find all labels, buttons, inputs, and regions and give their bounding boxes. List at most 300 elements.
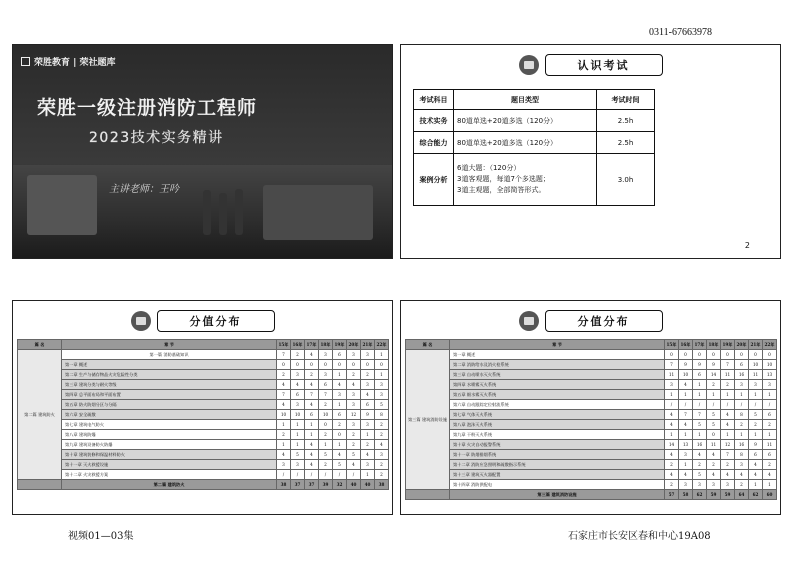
score-cell: 0 xyxy=(707,350,721,360)
score-cell: 4 xyxy=(707,450,721,460)
score-cell: 5 xyxy=(333,460,347,470)
score-cell: 6 xyxy=(735,360,749,370)
table-row xyxy=(406,350,777,360)
score-cell: 4 xyxy=(721,420,735,430)
column-header: 章 节 xyxy=(450,340,665,350)
score-cell: 1 xyxy=(763,430,777,440)
table-row xyxy=(18,390,389,400)
score-cell: 14 xyxy=(665,440,679,450)
score-cell: 3 xyxy=(319,370,333,380)
score-cell: 1 xyxy=(749,390,763,400)
camera-icon xyxy=(519,311,539,331)
chapter-cell: 第十章 火灾自动报警系统 xyxy=(450,440,665,450)
score-cell: 0 xyxy=(319,360,333,370)
score-cell: 3 xyxy=(291,370,305,380)
total-score-cell: 57 xyxy=(665,490,679,500)
score-cell: 7 xyxy=(277,350,291,360)
score-cell: 2 xyxy=(749,420,763,430)
score-cell: 2 xyxy=(735,420,749,430)
chapter-cell: 第七章 气体灭火系统 xyxy=(450,410,665,420)
table-row xyxy=(18,460,389,470)
score-cell: 2 xyxy=(361,440,375,450)
score-cell: 3 xyxy=(361,350,375,360)
score-cell: / xyxy=(763,400,777,410)
score-cell: 2 xyxy=(665,480,679,490)
score-cell: 4 xyxy=(305,380,319,390)
score-cell: 3 xyxy=(763,380,777,390)
table-header-row xyxy=(414,90,655,110)
score-cell: 11 xyxy=(749,370,763,380)
score-cell: 2 xyxy=(763,460,777,470)
score-cell: 1 xyxy=(679,390,693,400)
score-cell: 2 xyxy=(277,370,291,380)
score-cell: / xyxy=(319,470,333,480)
score-cell: 2 xyxy=(361,370,375,380)
score-cell: 12 xyxy=(347,410,361,420)
score-cell: 9 xyxy=(707,360,721,370)
camera-icon xyxy=(131,311,151,331)
score-cell: 4 xyxy=(721,470,735,480)
logo-mark-icon xyxy=(21,57,30,66)
score-cell: 8 xyxy=(375,410,389,420)
score-cell: 7 xyxy=(305,390,319,400)
score-cell: 5 xyxy=(707,410,721,420)
score-cell: 16 xyxy=(735,370,749,380)
score-cell: 3 xyxy=(319,350,333,360)
score-cell: 7 xyxy=(693,410,707,420)
chapter-cell: 第十二章 消防应急照明和疏散指示系统 xyxy=(450,460,665,470)
score-cell: 4 xyxy=(679,420,693,430)
column-header: 19年 xyxy=(333,340,347,350)
section-title: 分值分布 xyxy=(545,310,663,332)
score-cell: 13 xyxy=(763,370,777,380)
score-cell: 11 xyxy=(707,440,721,450)
table-row xyxy=(18,360,389,370)
total-score-cell: 32 xyxy=(333,480,347,490)
score-distribution-slide-fire-protection xyxy=(12,300,393,515)
subject-cell: 综合能力 xyxy=(414,132,454,154)
chapter-cell: 第四章 水喷雾灭火系统 xyxy=(450,380,665,390)
score-cell: 5 xyxy=(319,450,333,460)
score-cell: 2 xyxy=(375,420,389,430)
chapter-cell: 第六章 自动跟踪定位射流系统 xyxy=(450,400,665,410)
score-cell: 2 xyxy=(375,430,389,440)
total-score-cell: 59 xyxy=(721,490,735,500)
score-cell: 5 xyxy=(749,410,763,420)
table-row xyxy=(406,400,777,410)
score-cell: / xyxy=(305,470,319,480)
total-row xyxy=(18,480,389,490)
column-header: 篇 名 xyxy=(406,340,450,350)
table-row xyxy=(18,450,389,460)
total-score-cell: 37 xyxy=(291,480,305,490)
total-score-cell: 37 xyxy=(305,480,319,490)
score-cell: 4 xyxy=(693,450,707,460)
score-cell: 4 xyxy=(679,470,693,480)
phone-number: 0311-67663978 xyxy=(649,27,712,38)
score-cell: 6 xyxy=(693,370,707,380)
score-cell: 2 xyxy=(291,350,305,360)
total-blank xyxy=(406,490,450,500)
score-cell: / xyxy=(707,400,721,410)
table-row xyxy=(406,440,777,450)
score-cell: 4 xyxy=(749,470,763,480)
score-cell: 2 xyxy=(375,460,389,470)
score-cell: 4 xyxy=(665,420,679,430)
firefighter-shape xyxy=(235,189,243,235)
table-row xyxy=(18,400,389,410)
score-cell: 0 xyxy=(305,360,319,370)
score-cell: 12 xyxy=(721,440,735,450)
score-cell: 1 xyxy=(693,390,707,400)
chapter-cell: 第一章 概述 xyxy=(450,350,665,360)
score-cell: 1 xyxy=(277,420,291,430)
table-row xyxy=(18,370,389,380)
score-cell: 1 xyxy=(361,470,375,480)
column-header: 章 节 xyxy=(62,340,277,350)
score-cell: 2 xyxy=(277,430,291,440)
section-header xyxy=(13,309,392,333)
score-cell: 0 xyxy=(319,420,333,430)
table-row xyxy=(18,350,389,360)
score-cell: / xyxy=(277,470,291,480)
table-row xyxy=(18,470,389,480)
chapter-cell: 第三章 建筑分类与耐火等级 xyxy=(62,380,277,390)
score-cell: / xyxy=(721,400,735,410)
subject-cell: 案例分析 xyxy=(414,154,454,206)
exam-intro-slide xyxy=(400,44,781,259)
score-cell: 0 xyxy=(665,350,679,360)
score-cell: 9 xyxy=(693,360,707,370)
score-cell: 3 xyxy=(749,380,763,390)
score-cell: 2 xyxy=(375,470,389,480)
column-header: 15年 xyxy=(277,340,291,350)
total-score-cell: 60 xyxy=(763,490,777,500)
score-cell: 1 xyxy=(333,440,347,450)
score-cell: / xyxy=(333,470,347,480)
column-header: 16年 xyxy=(679,340,693,350)
brand-logo xyxy=(21,55,116,68)
score-cell: 0 xyxy=(333,430,347,440)
table-row xyxy=(414,154,655,206)
table-body xyxy=(18,350,389,490)
chapter-cell: 第十章 建筑装修和保温材料防火 xyxy=(62,450,277,460)
score-cell: 3 xyxy=(375,450,389,460)
score-cell: 0 xyxy=(347,360,361,370)
subject-cell: 技术实务 xyxy=(414,110,454,132)
score-cell: 5 xyxy=(347,450,361,460)
score-cell: 2 xyxy=(333,420,347,430)
score-distribution-slide-facilities xyxy=(400,300,781,515)
firefighter-shape xyxy=(203,190,211,235)
score-cell: 10 xyxy=(763,360,777,370)
time-cell: 2.5h xyxy=(597,110,655,132)
cover-slide xyxy=(12,44,393,259)
table-row xyxy=(406,420,777,430)
score-cell: 0 xyxy=(291,360,305,370)
score-cell: 2 xyxy=(721,460,735,470)
score-cell: 2 xyxy=(693,460,707,470)
score-cell: 0 xyxy=(735,350,749,360)
section-header xyxy=(401,309,780,333)
column-header: 16年 xyxy=(291,340,305,350)
score-cell: 10 xyxy=(277,410,291,420)
table-row xyxy=(18,420,389,430)
score-cell: 4 xyxy=(735,470,749,480)
score-cell: 3 xyxy=(679,450,693,460)
score-cell: 4 xyxy=(305,440,319,450)
truck-shape xyxy=(27,175,97,235)
table-row xyxy=(406,390,777,400)
score-cell: 4 xyxy=(347,460,361,470)
score-cell: 0 xyxy=(277,360,291,370)
score-cell: 1 xyxy=(319,440,333,450)
score-cell: 10 xyxy=(319,410,333,420)
chapter-cell: 第一章 概述 xyxy=(62,360,277,370)
score-cell: 1 xyxy=(679,430,693,440)
score-cell: 1 xyxy=(749,430,763,440)
score-cell: 1 xyxy=(735,430,749,440)
cover-teacher: 主讲老师：王吟 xyxy=(109,184,179,195)
table-body xyxy=(406,350,777,500)
score-cell: 11 xyxy=(665,370,679,380)
score-cell: 3 xyxy=(693,480,707,490)
type-cell: 80道单选+20道多选（120分） xyxy=(454,110,597,132)
score-cell: 1 xyxy=(763,480,777,490)
total-score-cell: 38 xyxy=(277,480,291,490)
score-cell: / xyxy=(693,400,707,410)
score-cell: / xyxy=(291,470,305,480)
score-cell: 3 xyxy=(375,390,389,400)
table-row xyxy=(414,132,655,154)
score-cell: / xyxy=(679,400,693,410)
score-cell: 1 xyxy=(291,430,305,440)
total-score-cell: 39 xyxy=(319,480,333,490)
table-row xyxy=(414,110,655,132)
chapter-cell: 第二章 生产与储存物品火灾危险性分类 xyxy=(62,370,277,380)
score-cell: 0 xyxy=(749,350,763,360)
score-cell: 6 xyxy=(291,390,305,400)
score-cell: 2 xyxy=(347,370,361,380)
score-cell: 1 xyxy=(693,380,707,390)
score-cell: 2 xyxy=(763,420,777,430)
chapter-cell: 第二章 消防给水及消火栓系统 xyxy=(450,360,665,370)
column-header: 19年 xyxy=(721,340,735,350)
firefighter-shape xyxy=(219,193,227,235)
score-cell: 1 xyxy=(679,460,693,470)
score-cell: 1 xyxy=(375,370,389,380)
score-cell: 1 xyxy=(333,370,347,380)
score-cell: 1 xyxy=(333,400,347,410)
score-cell: 6 xyxy=(361,400,375,410)
score-cell: 7 xyxy=(319,390,333,400)
score-cell: 1 xyxy=(749,480,763,490)
score-cell: 1 xyxy=(721,430,735,440)
table-header-row xyxy=(406,340,777,350)
score-cell: 1 xyxy=(277,440,291,450)
score-cell: 0 xyxy=(763,350,777,360)
score-cell: 1 xyxy=(291,440,305,450)
score-cell: 6 xyxy=(763,450,777,460)
score-cell: 9 xyxy=(361,410,375,420)
type-line: 6道大题：（120分） xyxy=(457,164,521,172)
slide-page-number: 2 xyxy=(744,241,750,250)
score-cell: 3 xyxy=(277,460,291,470)
score-cell: 5 xyxy=(291,450,305,460)
score-cell: 4 xyxy=(679,380,693,390)
score-cell: 3 xyxy=(679,480,693,490)
score-cell: 3 xyxy=(333,390,347,400)
score-cell: 4 xyxy=(763,470,777,480)
score-cell: 0 xyxy=(333,360,347,370)
type-cell xyxy=(454,154,597,206)
chapter-cell: 第五章 防火防烟分区与分隔 xyxy=(62,400,277,410)
table-row xyxy=(18,440,389,450)
table-head xyxy=(406,340,777,350)
score-cell: 2 xyxy=(319,400,333,410)
total-score-cell: 40 xyxy=(347,480,361,490)
table-row xyxy=(406,370,777,380)
part-cell: 第三篇 建筑消防设施 xyxy=(406,350,450,490)
score-cell: 7 xyxy=(721,450,735,460)
table-row xyxy=(18,430,389,440)
time-cell: 3.0h xyxy=(597,154,655,206)
score-cell: 3 xyxy=(375,380,389,390)
column-header: 题目类型 xyxy=(454,90,597,110)
score-cell: 11 xyxy=(721,370,735,380)
chapter-cell: 第七章 建筑电气防火 xyxy=(62,420,277,430)
score-cell: 7 xyxy=(679,410,693,420)
chapter-cell: 第八章 泡沫灭火系统 xyxy=(450,420,665,430)
type-cell: 80道单选+20道多选（120分） xyxy=(454,132,597,154)
table-row xyxy=(406,430,777,440)
exam-table xyxy=(413,89,655,206)
score-cell: 1 xyxy=(707,390,721,400)
chapter-cell: 第八章 建筑防爆 xyxy=(62,430,277,440)
score-cell: 4 xyxy=(375,440,389,450)
score-cell: 1 xyxy=(735,390,749,400)
score-cell: 2 xyxy=(319,430,333,440)
score-cell: 4 xyxy=(749,460,763,470)
score-cell: 3 xyxy=(721,480,735,490)
score-cell: 4 xyxy=(347,380,361,390)
score-cell: 11 xyxy=(763,440,777,450)
chapter-cell: 第九章 干粉灭火系统 xyxy=(450,430,665,440)
score-cell: 0 xyxy=(721,350,735,360)
table-row xyxy=(406,380,777,390)
score-cell: 2 xyxy=(305,370,319,380)
column-header: 22年 xyxy=(375,340,389,350)
column-header: 20年 xyxy=(347,340,361,350)
chapter-cell: 第十四章 消防供配电 xyxy=(450,480,665,490)
table-row xyxy=(406,460,777,470)
score-cell: 4 xyxy=(665,470,679,480)
score-cell: 6 xyxy=(305,410,319,420)
score-cell: 9 xyxy=(679,360,693,370)
chapter-cell: 第十一章 防烟排烟系统 xyxy=(450,450,665,460)
score-cell: / xyxy=(665,400,679,410)
score-table xyxy=(405,339,777,500)
score-cell: 4 xyxy=(277,380,291,390)
score-cell: 4 xyxy=(277,450,291,460)
score-cell: 0 xyxy=(375,360,389,370)
score-cell: 5 xyxy=(693,470,707,480)
fire-truck-photo xyxy=(13,165,393,259)
column-header: 17年 xyxy=(305,340,319,350)
score-cell: 1 xyxy=(693,430,707,440)
score-table xyxy=(17,339,389,490)
score-cell: 14 xyxy=(707,370,721,380)
table-header-row xyxy=(18,340,389,350)
score-cell: 4 xyxy=(665,450,679,460)
score-cell: 4 xyxy=(305,460,319,470)
type-line: 3道主观题，全部简答形式。 xyxy=(457,186,546,194)
score-cell: 2 xyxy=(707,380,721,390)
total-score-cell: 59 xyxy=(707,490,721,500)
score-cell: 4 xyxy=(305,400,319,410)
total-score-cell: 64 xyxy=(735,490,749,500)
table-row xyxy=(18,410,389,420)
column-header: 21年 xyxy=(361,340,375,350)
score-cell: 6 xyxy=(319,380,333,390)
score-cell: 13 xyxy=(679,440,693,450)
score-cell: 6 xyxy=(749,450,763,460)
table-row xyxy=(406,410,777,420)
chapter-cell: 第九章 建筑设备防火防爆 xyxy=(62,440,277,450)
score-cell: 2 xyxy=(319,460,333,470)
score-cell: 4 xyxy=(721,410,735,420)
camera-icon xyxy=(519,55,539,75)
score-cell: 3 xyxy=(291,400,305,410)
score-cell: 10 xyxy=(291,410,305,420)
score-cell: 4 xyxy=(333,380,347,390)
score-cell: / xyxy=(735,400,749,410)
score-cell: 4 xyxy=(305,350,319,360)
chapter-cell: 第十二章 火灾救援方案 xyxy=(62,470,277,480)
time-cell: 2.5h xyxy=(597,132,655,154)
score-cell: 7 xyxy=(277,390,291,400)
column-header: 18年 xyxy=(319,340,333,350)
footer-video-range: 视频01—03集 xyxy=(68,531,134,542)
score-cell: 5 xyxy=(707,420,721,430)
score-cell: 4 xyxy=(333,450,347,460)
score-cell: 0 xyxy=(361,360,375,370)
score-cell: 3 xyxy=(347,350,361,360)
score-cell: 1 xyxy=(763,390,777,400)
score-cell: 3 xyxy=(347,420,361,430)
score-cell: 4 xyxy=(361,450,375,460)
table-row xyxy=(18,380,389,390)
chapter-cell: 第四章 总平面布局和平面布置 xyxy=(62,390,277,400)
score-cell: 0 xyxy=(693,350,707,360)
score-cell: / xyxy=(347,470,361,480)
score-cell: 4 xyxy=(707,470,721,480)
column-header: 篇 名 xyxy=(18,340,62,350)
score-cell: 2 xyxy=(707,460,721,470)
score-cell: 1 xyxy=(375,350,389,360)
score-cell: 2 xyxy=(665,460,679,470)
table-row xyxy=(406,450,777,460)
table-row xyxy=(406,470,777,480)
score-cell: 1 xyxy=(721,390,735,400)
score-cell: 4 xyxy=(361,390,375,400)
score-cell: 0 xyxy=(707,430,721,440)
table-head xyxy=(18,340,389,350)
score-cell: 3 xyxy=(361,460,375,470)
score-cell: 4 xyxy=(665,410,679,420)
chapter-cell: 第一篇 消防基础知识 xyxy=(62,350,277,360)
cover-title: 荣胜一级注册消防工程师 xyxy=(37,97,258,119)
